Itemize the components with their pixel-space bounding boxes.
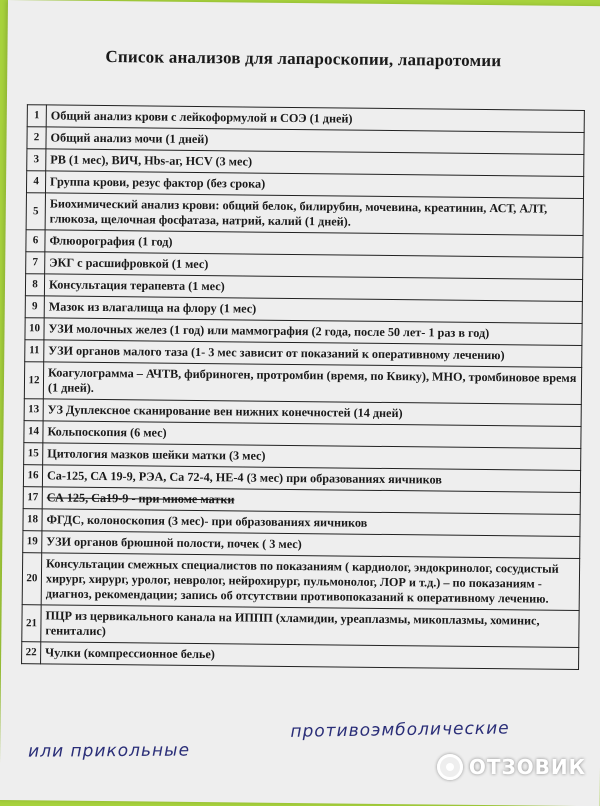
row-text: Флюорография (1 год) bbox=[45, 230, 583, 258]
watermark-label: ОТЗОВИК bbox=[468, 755, 586, 779]
row-text: ЭКГ с расшифровкой (1 мес) bbox=[45, 252, 583, 280]
row-number: 21 bbox=[22, 605, 41, 642]
row-text: Общий анализ мочи (1 дней) bbox=[46, 127, 584, 155]
table-row bbox=[22, 553, 580, 611]
row-number: 8 bbox=[25, 274, 44, 296]
page-title: Список анализов для лапароскопии, лапаротомии bbox=[105, 47, 502, 71]
row-text: Консультация терапевта (1 мес) bbox=[44, 274, 582, 302]
row-text: СА 125, Са19-9 - при миоме матки bbox=[42, 487, 580, 515]
row-text: УЗИ органов брюшной полости, почек ( 3 мес) bbox=[42, 531, 580, 559]
table-row bbox=[22, 642, 579, 670]
row-number: 17 bbox=[23, 487, 42, 509]
row-number: 1 bbox=[27, 105, 46, 127]
row-number: 16 bbox=[23, 465, 42, 487]
row-text: Общий анализ крови с лейкоформулой и СОЭ (1 дней) bbox=[46, 105, 584, 133]
row-text: Консультации смежных специалистов по показаниям ( кардиолог, эндокринолог, сосудистый хирург, хирург, уролог, невролог, нейрохирург, пульмонолог, ЛОР и т.д.) – по показаниям - диагноз, рекомендации; запись об отсутствии противопоказаний к оперативному лечению. bbox=[41, 553, 580, 611]
row-text: Коагулограмма – АЧТВ, фибриноген, протромбин (время, по Квику), МНО, тромбиновое время (1 дней). bbox=[43, 362, 581, 405]
row-text: РВ (1 мес), ВИЧ, Hbs-аг, HCV (3 мес) bbox=[46, 149, 584, 177]
otzovik-logo-icon bbox=[437, 754, 463, 780]
row-text: Цитология мазков шейки матки (3 мес) bbox=[43, 443, 581, 471]
row-number: 9 bbox=[25, 296, 44, 318]
row-text: УЗИ органов малого таза (1- 3 мес зависит от показаний к оперативному лечению) bbox=[44, 340, 582, 368]
row-text: Са-125, СА 19-9, РЭА, Са 72-4, НЕ-4 (3 мес) при образованиях яичников bbox=[42, 465, 580, 493]
handwritten-note-line1: противоэмболические bbox=[290, 718, 510, 742]
row-number: 6 bbox=[26, 230, 45, 252]
row-text: УЗИ молочных желез (1 год) или маммография (2 года, после 50 лет- 1 раз в год) bbox=[44, 318, 582, 346]
row-number: 18 bbox=[23, 509, 42, 531]
row-number: 11 bbox=[25, 340, 44, 362]
row-number: 4 bbox=[26, 171, 45, 193]
row-number: 10 bbox=[25, 318, 44, 340]
row-text: Мазок из влагалища на флору (1 мес) bbox=[44, 296, 582, 324]
analysis-table bbox=[21, 104, 585, 670]
row-text: Биохимический анализ крови: общий белок, билирубин, мочевина, креатинин, АСТ, АЛТ, глюкоза, щелочная фосфатаза, натрий, калий (1 дней). bbox=[45, 193, 583, 236]
row-number: 15 bbox=[24, 443, 43, 465]
row-text: Группа крови, резус фактор (без срока) bbox=[45, 171, 583, 199]
row-number: 20 bbox=[22, 553, 42, 605]
row-number: 12 bbox=[24, 362, 43, 399]
row-text: Чулки (компрессионное белье) bbox=[41, 642, 579, 670]
row-text: Кольпоскопия (6 мес) bbox=[43, 421, 581, 449]
table-row bbox=[26, 193, 583, 236]
row-number: 13 bbox=[24, 399, 43, 421]
row-number: 2 bbox=[27, 127, 46, 149]
row-number: 5 bbox=[26, 193, 45, 230]
watermark bbox=[437, 754, 586, 780]
row-number: 22 bbox=[22, 642, 41, 664]
table-row bbox=[24, 362, 581, 405]
row-text: УЗ Дуплексное сканирование вен нижних конечностей (14 дней) bbox=[43, 399, 581, 427]
row-number: 3 bbox=[27, 149, 46, 171]
row-number: 7 bbox=[26, 252, 45, 274]
row-number: 14 bbox=[24, 421, 43, 443]
table-row bbox=[22, 605, 579, 648]
row-text: ПЦР из цервикального канала на ИППП (хламидии, уреаплазмы, микоплазмы, хоминис, гениталис) bbox=[41, 605, 579, 648]
handwritten-note-line2: или прикольные bbox=[28, 740, 191, 762]
row-text: ФГДС, колоноскопия (3 мес)- при образованиях яичников bbox=[42, 509, 580, 537]
row-number: 19 bbox=[23, 531, 42, 553]
